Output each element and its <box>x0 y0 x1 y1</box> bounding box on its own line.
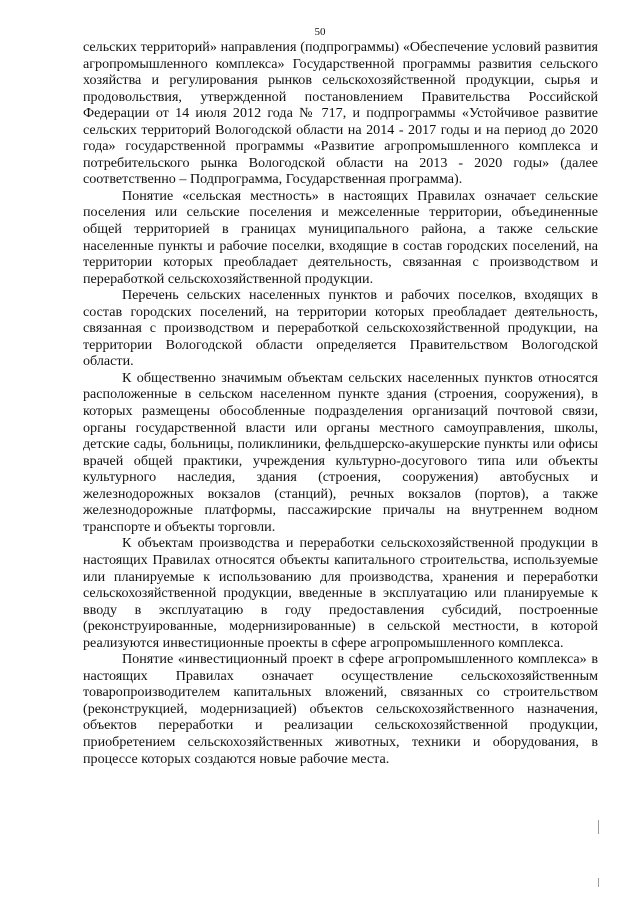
paragraph-production-facilities: К объектам производства и переработки сельскохозяйственной продукции в настоящих Правилах относятся объекты капитального строительства, используемые или планируемые к использованию для производства, хранения и переработки сельскохозяйственной продукции, введенные в эксплуатацию или планируемые к вводу в эксплуатацию в году предоставления субсидий, построенные (реконструированные, модернизированные) в сельской местности, в которой реализуются инвестиционные проекты в сфере агропромышленного комплекса. <box>83 535 598 651</box>
page-number: 50 <box>314 26 326 38</box>
scan-artifact-mark <box>598 878 599 887</box>
document-body <box>83 39 598 767</box>
scan-artifact-mark <box>598 820 599 834</box>
paragraph-investment-project: Понятие «инвестиционный проект в сфере агропромышленного комплекса» в настоящих Правилах означает осуществление сельскохозяйственным товаропроизводителем капитальных вложений, связанных со строительством (реконструкцией, модернизацией) объектов сельскохозяйственного назначения, объектов переработки и реализации сельскохозяйственной продукции, приобретением сельскохозяйственных животных, техники и оборудования, в процессе которых создаются новые рабочие места. <box>83 651 598 767</box>
paragraph-continuation: сельских территорий» направления (подпрограммы) «Обеспечение условий развития агропромышленного комплекса» Государственной программы развития сельского хозяйства и регулирования рынков сельскохозяйственной продукции, сырья и продовольствия, утвержденной постановлением Правительства Российской Федерации от 14 июля 2012 года № 717, и подпрограммы «Устойчивое развитие сельских территорий Вологодской области на 2014 - 2017 годы и на период до 2020 года» государственной программы «Развитие агропромышленного комплекса и потребительского рынка Вологодской области на 2013 - 2020 годы» (далее соответственно – Подпрограмма, Государственная программа). <box>83 39 598 188</box>
paragraph-settlements-list: Перечень сельских населенных пунктов и рабочих поселков, входящих в состав городских поселений, на территории которых преобладает деятельность, связанная с производством и переработкой сельскохозяйственной продукции, на территории Вологодской области определяется Правительством Вологодской области. <box>83 287 598 370</box>
paragraph-rural-area-definition: Понятие «сельская местность» в настоящих Правилах означает сельские поселения или сельские поселения и межселенные территории, объединенные общей территорией в границах муниципального района, а также сельские населенные пункты и рабочие поселки, входящие в состав городских поселений, на территории которых преобладает деятельность, связанная с производством и переработкой сельскохозяйственной продукции. <box>83 187 598 287</box>
paragraph-public-facilities: К общественно значимым объектам сельских населенных пунктов относятся расположенные в сельском населенном пункте здания (строения, сооружения), в которых размещены обособленные подразделения организаций почтовой связи, органы государственной власти или органы местного самоуправления, школы, детские сады, больницы, поликлиники, фельдшерско-акушерские пункты или офисы врачей общей практики, учреждения культурно-досугового типа или объекты культурного наследия, здания (строения, сооружения) автобусных и железнодорожных вокзалов (станций), речных вокзалов (портов), а также железнодорожные платформы, пассажирские причалы на внутреннем водном транспорте и объекты торговли. <box>83 369 598 535</box>
